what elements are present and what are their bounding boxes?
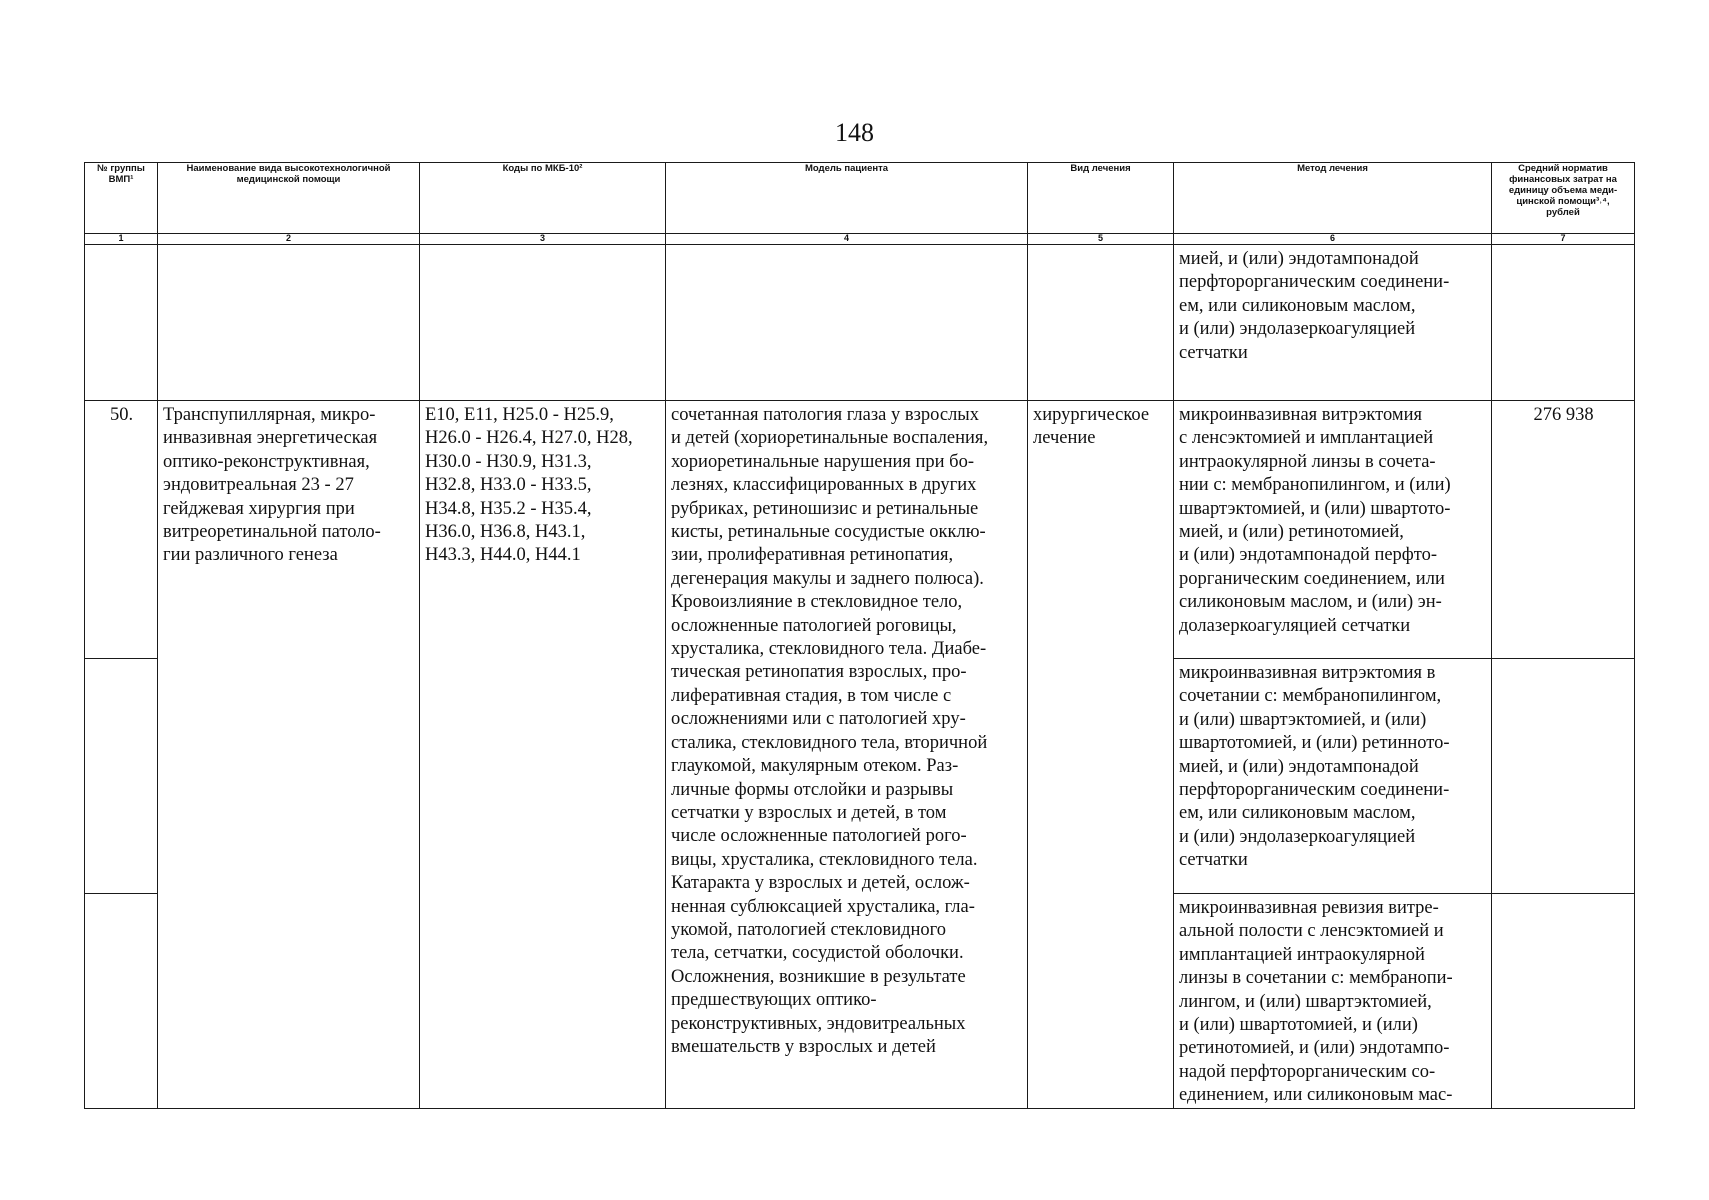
header-icd-codes <box>420 163 666 234</box>
text-line: H43.3, H44.0, H44.1 <box>425 545 581 566</box>
column-number-row <box>85 234 1635 245</box>
text-line: сочетании с: мембранопилингом, <box>1179 686 1442 707</box>
treatment-method-cell <box>1174 659 1492 894</box>
text-line: вицы, хрусталика, стекловидного тела. <box>671 849 978 870</box>
text-line: Транспупиллярная, микро- <box>163 405 376 425</box>
text-line: надой перфторорганическим со- <box>1179 1061 1436 1082</box>
text-line: и (или) швартэктомией, и (или) <box>1179 709 1427 730</box>
header-care-name <box>158 163 420 234</box>
text-line: нии с: мембранопилингом, и (или) <box>1179 475 1451 496</box>
text-line: личные формы отслойки и разрывы <box>671 779 954 800</box>
text-line: сетчатки <box>1179 850 1248 871</box>
treatment-type-cell <box>1028 401 1174 1109</box>
text-line: тическая ретинопатия взрослых, про- <box>671 662 967 683</box>
text-line: рубриках, ретиношизис и ретинальные <box>671 498 979 519</box>
text-line: единением, или силиконовым мас- <box>1179 1085 1453 1106</box>
treatment-method-cell <box>1174 894 1492 1109</box>
header-treatment-type <box>1028 163 1174 234</box>
text-line: глаукомой, макулярным отеком. Раз- <box>671 756 959 777</box>
text-line: единицу объема меди- <box>1508 185 1618 196</box>
text-line: предшествующих оптико- <box>671 990 877 1011</box>
text-line: осложненные патологией роговицы, <box>671 615 957 636</box>
group-number: 50. <box>109 405 134 425</box>
text-line: H32.8, H33.0 - H33.5, <box>425 475 592 496</box>
empty-cell <box>1492 894 1635 1109</box>
text-line: гии различного генеза <box>163 545 338 566</box>
text-line: Вид лечения <box>1070 163 1131 174</box>
text-line: перфторорганическим соединени- <box>1179 272 1450 293</box>
text-line: дегенерация макулы и заднего полюса). <box>671 568 984 589</box>
text-line: сетчатки у взрослых и детей, в том <box>671 802 947 823</box>
empty-cell <box>420 245 666 401</box>
text-line: числе осложненные патологией рого- <box>671 826 967 847</box>
cost-cell <box>1492 401 1635 659</box>
text-line: Наименование вида высокотехнологичной <box>186 163 391 174</box>
text-line: цинской помощи³˒⁴, <box>1516 196 1610 207</box>
text-line: H30.0 - H30.9, H31.3, <box>425 451 592 472</box>
text-line: Метод лечения <box>1297 163 1368 174</box>
text-line: осложнениями или с патологией хру- <box>671 709 966 730</box>
text-line: микроинвазивная витрэктомия в <box>1179 663 1436 683</box>
icd-codes-cell <box>420 401 666 1109</box>
text-line: сочетанная патология глаза у взрослых <box>671 405 979 425</box>
text-line: E10, E11, H25.0 - H25.9, <box>425 405 614 425</box>
text-line: интраокулярной линзы в сочета- <box>1179 451 1436 472</box>
group-50-row-1 <box>85 401 1635 659</box>
column-number: 2 <box>158 234 420 245</box>
text-line: H36.0, H36.8, H43.1, <box>425 522 586 543</box>
text-line: альной полости с ленсэктомией и <box>1179 921 1444 942</box>
text-line: долазеркоагуляцией сетчатки <box>1179 615 1411 636</box>
column-number: 7 <box>1492 234 1635 245</box>
text-line: мией, и (или) эндотампонадой <box>1179 249 1419 269</box>
text-line: мией, и (или) эндотампонадой <box>1179 756 1419 777</box>
text-line: финансовых затрат на <box>1509 174 1617 185</box>
header-cost-norm <box>1492 163 1635 234</box>
text-line: укомой, патологией стекловидного <box>671 919 947 940</box>
header-treatment-method <box>1174 163 1492 234</box>
text-line: инвазивная энергетическая <box>163 428 378 449</box>
cost-value: 276 938 <box>1533 405 1594 425</box>
text-line: рорганическим соединением, или <box>1179 568 1445 589</box>
text-line: лингом, и (или) швартэктомией, <box>1179 991 1432 1012</box>
text-line: хрусталика, стекловидного тела. Диабе- <box>671 639 987 660</box>
vmp-table <box>84 162 1635 1109</box>
column-number: 1 <box>85 234 158 245</box>
text-line: и (или) эндотампонадой перфто- <box>1179 545 1438 566</box>
care-name-cell <box>158 401 420 1109</box>
group-number-cell <box>85 401 158 659</box>
text-line: рублей <box>1546 207 1580 218</box>
text-line: H34.8, H35.2 - H35.4, <box>425 498 592 519</box>
text-line: ненная сублюксацией хрусталика, гла- <box>671 896 975 917</box>
text-line: эндовитреальная 23 - 27 <box>163 475 354 496</box>
column-number: 6 <box>1174 234 1492 245</box>
treatment-method-cell <box>1174 401 1492 659</box>
empty-cell <box>1028 245 1174 401</box>
text-line: силиконовым маслом, и (или) эн- <box>1179 592 1442 613</box>
text-line: гейджевая хирургия при <box>163 498 355 519</box>
text-line: швартэктомией, и (или) швартото- <box>1179 498 1451 519</box>
text-line: медицинской помощи <box>236 174 341 185</box>
text-line: лечение <box>1033 428 1096 449</box>
text-line: H26.0 - H26.4, H27.0, H28, <box>425 428 633 449</box>
page-number: 148 <box>835 118 874 147</box>
text-line: кисты, ретинальные сосудистые окклю- <box>671 522 986 543</box>
text-line: оптико-реконструктивная, <box>163 451 370 472</box>
empty-cell <box>1492 659 1635 894</box>
text-line: ВМП¹ <box>108 174 134 185</box>
empty-cell <box>85 894 158 1109</box>
text-line: и детей (хориоретинальные воспаления, <box>671 428 989 449</box>
patient-model-cell <box>666 401 1028 1109</box>
text-line: № группы <box>97 163 145 174</box>
text-line: микроинвазивная витрэктомия <box>1179 405 1422 425</box>
text-line: хориоретинальные нарушения при бо- <box>671 451 975 472</box>
empty-cell <box>158 245 420 401</box>
text-line: сталика, стекловидного тела, вторичной <box>671 732 988 753</box>
text-line: и (или) эндолазеркоагуляцией <box>1179 319 1416 340</box>
empty-cell <box>85 659 158 894</box>
continuation-method-cell <box>1174 245 1492 401</box>
text-line: имплантацией интраокулярной <box>1179 944 1425 965</box>
empty-cell <box>1492 245 1635 401</box>
text-line: линзы в сочетании с: мембранопи- <box>1179 968 1453 989</box>
text-line: микроинвазивная ревизия витре- <box>1179 898 1439 918</box>
text-line: хирургическое <box>1033 405 1150 425</box>
text-line: тела, сетчатки, сосудистой оболочки. <box>671 943 964 964</box>
text-line: Кровоизлияние в стекловидное тело, <box>671 592 963 613</box>
empty-cell <box>85 245 158 401</box>
column-number: 3 <box>420 234 666 245</box>
column-number: 5 <box>1028 234 1174 245</box>
text-line: лиферативная стадия, в том числе с <box>671 685 952 706</box>
text-line: зии, пролиферативная ретинопатия, <box>671 545 954 566</box>
text-line: мией, и (или) ретинотомией, <box>1179 522 1404 543</box>
text-line: витреоретинальной патоло- <box>163 522 381 543</box>
text-line: с ленсэктомией и имплантацией <box>1179 428 1434 449</box>
header-group-number <box>85 163 158 234</box>
text-line: Коды по МКБ-10² <box>502 163 583 174</box>
text-line: Модель пациента <box>804 163 889 174</box>
text-line: ретинотомией, и (или) эндотампо- <box>1179 1038 1450 1059</box>
text-line: ем, или силиконовым маслом, <box>1179 803 1416 824</box>
text-line: сетчатки <box>1179 342 1248 363</box>
text-line: перфторорганическим соединени- <box>1179 780 1450 801</box>
text-line: ем, или силиконовым маслом, <box>1179 295 1416 316</box>
text-line: и (или) швартотомией, и (или) <box>1179 1015 1418 1036</box>
empty-cell <box>666 245 1028 401</box>
text-line: вмешательств у взрослых и детей <box>671 1036 936 1057</box>
column-number: 4 <box>666 234 1028 245</box>
text-line: швартотомией, и (или) ретинното- <box>1179 733 1450 754</box>
text-line: лезнях, классифицированных в других <box>671 475 977 496</box>
text-line: Осложнения, возникшие в результате <box>671 966 966 987</box>
header-row <box>85 163 1635 234</box>
text-line: Катаракта у взрослых и детей, ослож- <box>671 873 970 894</box>
continuation-row <box>85 245 1635 401</box>
text-line: реконструктивных, эндовитреальных <box>671 1013 966 1034</box>
header-patient-model <box>666 163 1028 234</box>
text-line: Средний норматив <box>1518 163 1608 174</box>
text-line: и (или) эндолазеркоагуляцией <box>1179 826 1416 847</box>
